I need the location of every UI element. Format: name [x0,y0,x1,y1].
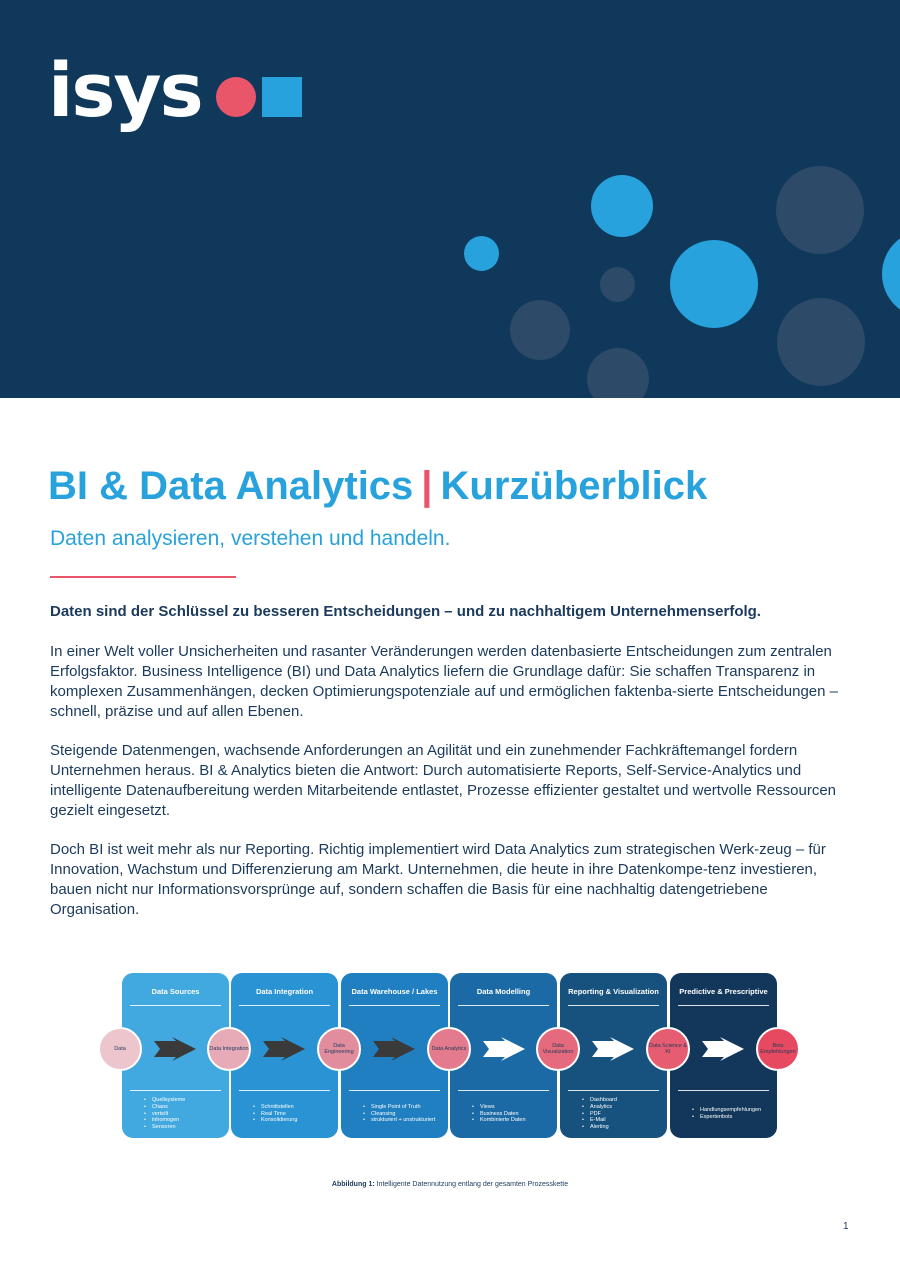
stage-item: • Cleansing [371,1111,442,1118]
caption-text: Intelligente Datennutzung entlang der gesamten Prozesskette [374,1181,569,1188]
stage-divider [458,1005,549,1006]
arrow-shape [592,1037,634,1061]
bubble-decoration [587,348,649,398]
stage-title: Reporting & Visualization [568,987,659,996]
stage-item: • Real Time [261,1111,332,1118]
stage-item: • Handlungsempfehlungen [700,1107,771,1114]
stage-title: Data Sources [151,987,200,996]
flow-arrow-icon [592,1037,634,1061]
stage-items [371,1104,442,1124]
figure-caption [0,1181,900,1188]
stage-item: • Single Point of Truth [371,1104,442,1111]
body-text [50,602,855,939]
stage-items [480,1104,551,1124]
title-separator: | [421,464,433,508]
paragraph: In einer Welt voller Unsicherheiten und rasanter Veränderungen werden datenbasierte Entscheidungen zum zentralen Erfolgsfaktor. Business Intelligence (BI) und Data Analytics liefern die Grundlage dafür: Sie schaffen Transparenz in komplexen Zusammenhängen, decken Optimierungspotenziale auf und ermöglichen faktenba-sierte Entscheidungen – schnell, präzise und auf allen Ebenen. [50,643,838,720]
page-subtitle: Daten analysieren, verstehen und handeln. [50,527,451,550]
title-main: BI & Data Analytics [48,464,414,508]
paragraph: Doch BI ist weit mehr als nur Reporting. Richtig implementiert wird Data Analytics zum strategischen Werk-zeug – für Innovation, Wachstum und Differenzierung am Markt. Unternehmen, die heute in ihre Datenkompe-tenz investieren, bauen nicht nur Informationsvorsprünge auf, sondern schaffen die Basis für eine nachhaltig datengetriebene Organisation. [50,841,826,918]
bubble-decoration [670,240,758,328]
flow-arrow-icon [373,1037,415,1061]
process-node: Data Science & KI [646,1027,690,1071]
stage-title: Data Integration [255,987,314,996]
arrow-shape [483,1037,525,1061]
bubble-decoration [464,236,499,271]
logo-dot-icon [216,77,256,117]
process-node: Data [98,1027,142,1071]
stage-items [700,1107,771,1121]
stage-item: • PDF [590,1111,661,1118]
process-node: Data Visualization [536,1027,580,1071]
logo-square-icon [262,77,302,117]
stage-divider [568,1090,659,1091]
page-title [48,460,707,512]
stage-divider [130,1005,221,1006]
process-node: Bots Empfehlungen [756,1027,800,1071]
title-sub: Kurzüberblick [440,464,708,508]
stage-item: • Analytics [590,1104,661,1111]
stage-item: • Dashboard [590,1097,661,1104]
arrow-shape [263,1037,305,1061]
stage-item: • Views [480,1104,551,1111]
stage-title: Data Warehouse / Lakes [351,987,438,996]
stage-item: • Business Daten [480,1111,551,1118]
stage-items [590,1097,661,1131]
arrow-shape [373,1037,415,1061]
flow-arrow-icon [702,1037,744,1061]
flow-arrow-icon [154,1037,196,1061]
stage-item: • Sensoren [152,1124,223,1131]
stage-title: Data Modelling [476,987,531,996]
process-node: Data Engineering [317,1027,361,1071]
stage-divider [678,1090,769,1091]
stage-divider [239,1005,330,1006]
arrow-shape [702,1037,744,1061]
stage-item: • Chaos [152,1104,223,1111]
page-number: 1 [843,1221,849,1232]
stage-item: • strukturiert + unstrukturiert [371,1117,442,1124]
bubble-decoration [776,166,864,254]
stage-divider [678,1005,769,1006]
stage-item: • E-Mail [590,1117,661,1124]
flow-arrow-icon [483,1037,525,1061]
stage-items [261,1104,332,1124]
stage-item: • Quellsysteme [152,1097,223,1104]
stage-divider [239,1090,330,1091]
process-node: Data Integration [207,1027,251,1071]
stage-items [152,1097,223,1131]
process-node: Data Analytics [427,1027,471,1071]
flow-arrow-icon [263,1037,305,1061]
stage-item: • Schnittstellen [261,1104,332,1111]
stage-item: • Alerting [590,1124,661,1131]
stage-divider [130,1090,221,1091]
lead-paragraph: Daten sind der Schlüssel zu besseren Entscheidungen – und zu nachhaltigem Unternehmenserfolg. [50,603,761,620]
stage-divider [568,1005,659,1006]
bubble-decoration [882,230,900,318]
bubble-decoration [591,175,653,237]
stage-item: • verteilt [152,1111,223,1118]
stage-divider [349,1090,440,1091]
bubble-decoration [510,300,570,360]
stage-item: • Konsolidierung [261,1117,332,1124]
stage-item: • Expertenbots [700,1114,771,1121]
stage-title: Predictive & Prescriptive [679,987,768,996]
logo-text: isys [48,48,202,134]
bubble-decoration [777,298,865,386]
bubble-decoration [600,267,635,302]
divider [50,576,236,578]
isys-logo[interactable] [48,48,302,134]
header-banner [0,0,900,398]
stage-divider [349,1005,440,1006]
paragraph: Steigende Datenmengen, wachsende Anforderungen an Agilität und ein zunehmender Fachkräftemangel fordern Unternehmen heraus. BI & Analytics bieten die Antwort: Durch automatisierte Reports, Self-Service-Analytics und intelligente Datenaufbereitung werden Mitarbeitende entlastet, Prozesse effizienter gestaltet und wertvolle Ressourcen gezielt eingesetzt. [50,742,837,819]
caption-label: Abbildung 1: [331,1181,375,1188]
stage-item: • Kombinierte Daten [480,1117,551,1124]
stage-divider [458,1090,549,1091]
arrow-shape [154,1037,196,1061]
stage-item: • inhomogen [152,1117,223,1124]
